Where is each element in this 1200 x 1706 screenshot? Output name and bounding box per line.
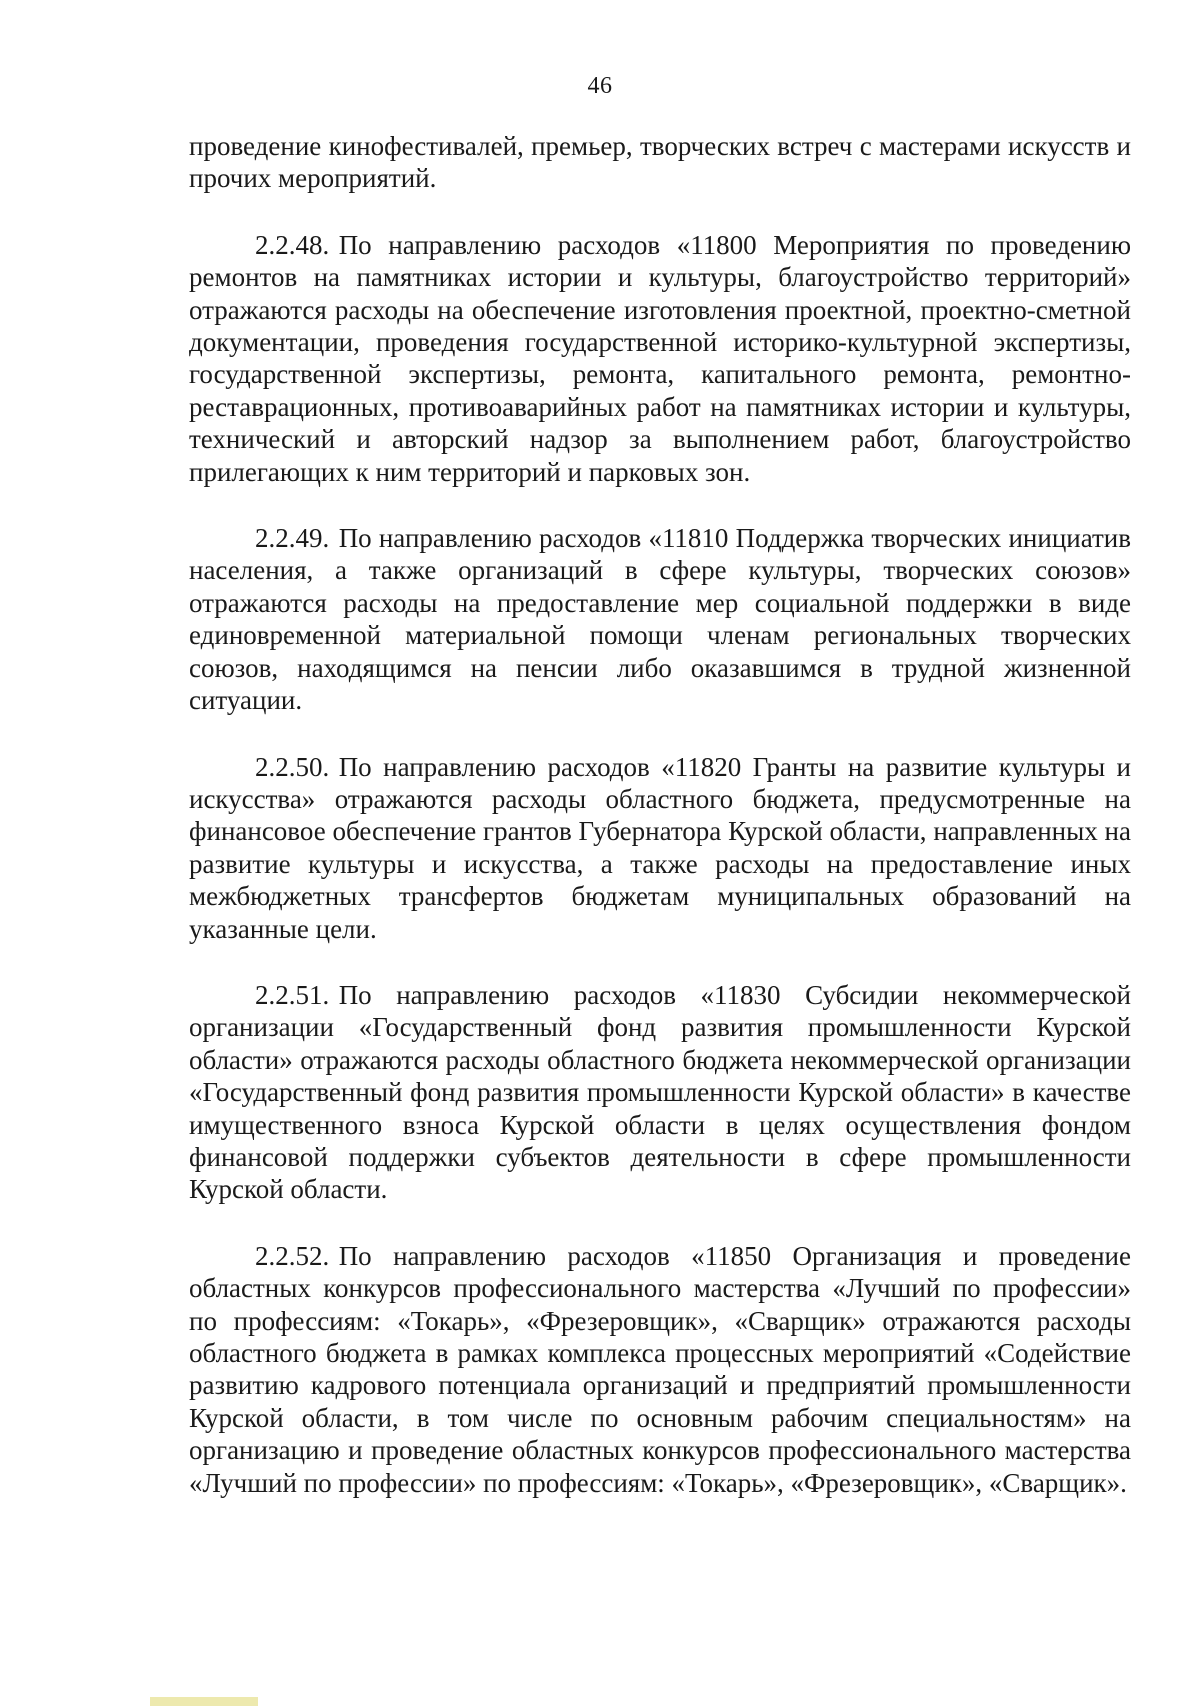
paragraph-2-2-49 bbox=[189, 522, 1131, 716]
paragraph-text: По направлению расходов «11850 Организация и проведение областных конкурсов профессионального мастерства «Лучший по профессии» по профессиям: «Токарь», «Фрезеровщик», «Сварщик» отражаются расходы областного бюджета в рамках комплекса процессных мероприятий «Содействие развитию кадрового потенциала организаций и предприятий промышленности Курской области, в том числе по основным рабочим специальностям» на организацию и проведение областных конкурсов профессионального мастерства «Лучший по профессии» по профессиям: «Токарь», «Фрезеровщик», «Сварщик». bbox=[189, 1240, 1131, 1498]
page-number: 46 bbox=[587, 73, 613, 99]
document-body bbox=[189, 130, 1131, 1533]
paragraph-text: По направлению расходов «11810 Поддержка творческих инициатив населения, а также организаций в сфере культуры, творческих союзов» отражаются расходы на предоставление мер социальной поддержки в виде единовременной материальной помощи членам региональных творческих союзов, находящимся на пенсии либо оказавшимся в трудной жизненной ситуации. bbox=[189, 523, 1131, 716]
paragraph-text: По направлению расходов «11800 Мероприятия по проведению ремонтов на памятниках истории и культуры, благоустройство территорий» отражаются расходы на обеспечение изготовления проектной, проектно-сметной документации, проведения государственной историко-культурной экспертизы, государственной экспертизы, ремонта, капитального ремонта, ремонтно-реставрационных, противоаварийных работ на памятниках истории и культуры, технический и авторский надзор за выполнением работ, благоустройство прилегающих к ним территорий и парковых зон. bbox=[189, 229, 1131, 487]
paragraph-2-2-52 bbox=[189, 1240, 1131, 1499]
paragraph-text: По направлению расходов «11820 Гранты на развитие культуры и искусства» отражаются расходы областного бюджета, предусмотренные на финансовое обеспечение грантов Губернатора Курской области, направленных на развитие культуры и искусства, а также расходы на предоставление иных межбюджетных трансфертов бюджетам муниципальных образований на указанные цели. bbox=[189, 751, 1131, 944]
paragraph-number: 2.2.50. bbox=[255, 751, 330, 782]
paragraph-2-2-50 bbox=[189, 751, 1131, 945]
paragraph-number: 2.2.48. bbox=[255, 229, 330, 260]
paragraph-text: проведение кинофестивалей, премьер, творческих встреч с мастерами искусств и прочих мероприятий. bbox=[189, 131, 1131, 194]
paragraph-number: 2.2.51. bbox=[255, 979, 330, 1010]
paragraph-number: 2.2.52. bbox=[255, 1240, 330, 1271]
paragraph-2-2-51 bbox=[189, 979, 1131, 1206]
paragraph-continuation bbox=[189, 130, 1131, 195]
paragraph-2-2-48 bbox=[189, 229, 1131, 488]
paragraph-text: По направлению расходов «11830 Субсидии некоммерческой организации «Государственный фонд развития промышленности Курской области» отражаются расходы областного бюджета некоммерческой организации «Государственный фонд развития промышленности Курской области» в качестве имущественного взноса Курской области в целях осуществления фондом финансовой поддержки субъектов деятельности в сфере промышленности Курской области. bbox=[189, 979, 1131, 1205]
paragraph-number: 2.2.49. bbox=[255, 523, 330, 554]
scan-artifact-mark bbox=[150, 1697, 258, 1706]
